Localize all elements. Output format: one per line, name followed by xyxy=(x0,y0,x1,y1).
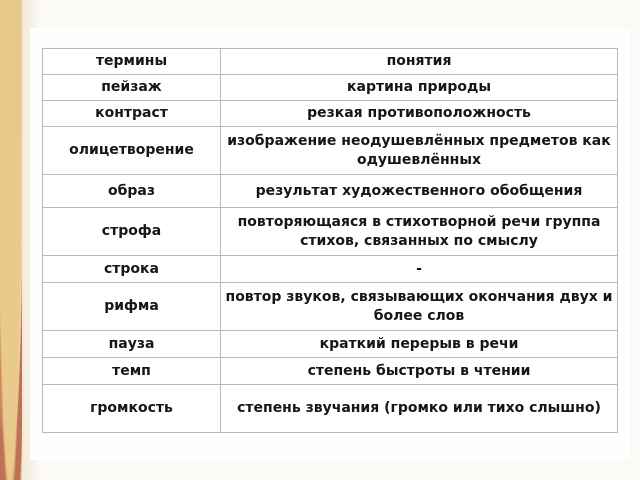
table-row xyxy=(43,127,618,175)
terms-table xyxy=(42,48,618,433)
left-decorative-border xyxy=(0,0,22,480)
term-cell: олицетворение xyxy=(43,127,221,175)
header-row xyxy=(43,49,618,75)
table-row xyxy=(43,358,618,385)
table-row xyxy=(43,385,618,433)
table-row xyxy=(43,101,618,127)
term-cell: темп xyxy=(43,358,221,385)
definition-cell: повторяющаяся в стихотворной речи группа стихов, связанных по смыслу xyxy=(221,208,618,256)
table-row xyxy=(43,175,618,208)
term-cell: рифма xyxy=(43,283,221,331)
term-cell: строфа xyxy=(43,208,221,256)
definition-cell: картина природы xyxy=(221,75,618,101)
term-cell: громкость xyxy=(43,385,221,433)
definition-cell: - xyxy=(221,256,618,283)
table-row xyxy=(43,208,618,256)
definition-cell: результат художественного обобщения xyxy=(221,175,618,208)
definition-cell: краткий перерыв в речи xyxy=(221,331,618,358)
definition-cell: степень звучания (громко или тихо слышно) xyxy=(221,385,618,433)
term-cell: строка xyxy=(43,256,221,283)
definition-cell: повтор звуков, связывающих окончания двух и более слов xyxy=(221,283,618,331)
term-cell: образ xyxy=(43,175,221,208)
header-cell-concepts: понятия xyxy=(221,49,618,75)
term-cell: пейзаж xyxy=(43,75,221,101)
table-row xyxy=(43,331,618,358)
table-row xyxy=(43,283,618,331)
table-row xyxy=(43,256,618,283)
term-cell: контраст xyxy=(43,101,221,127)
header-cell-terms: термины xyxy=(43,49,221,75)
definition-cell: изображение неодушевлённых предметов как одушевлённых xyxy=(221,127,618,175)
definition-cell: резкая противоположность xyxy=(221,101,618,127)
table-row xyxy=(43,75,618,101)
term-cell: пауза xyxy=(43,331,221,358)
definition-cell: степень быстроты в чтении xyxy=(221,358,618,385)
